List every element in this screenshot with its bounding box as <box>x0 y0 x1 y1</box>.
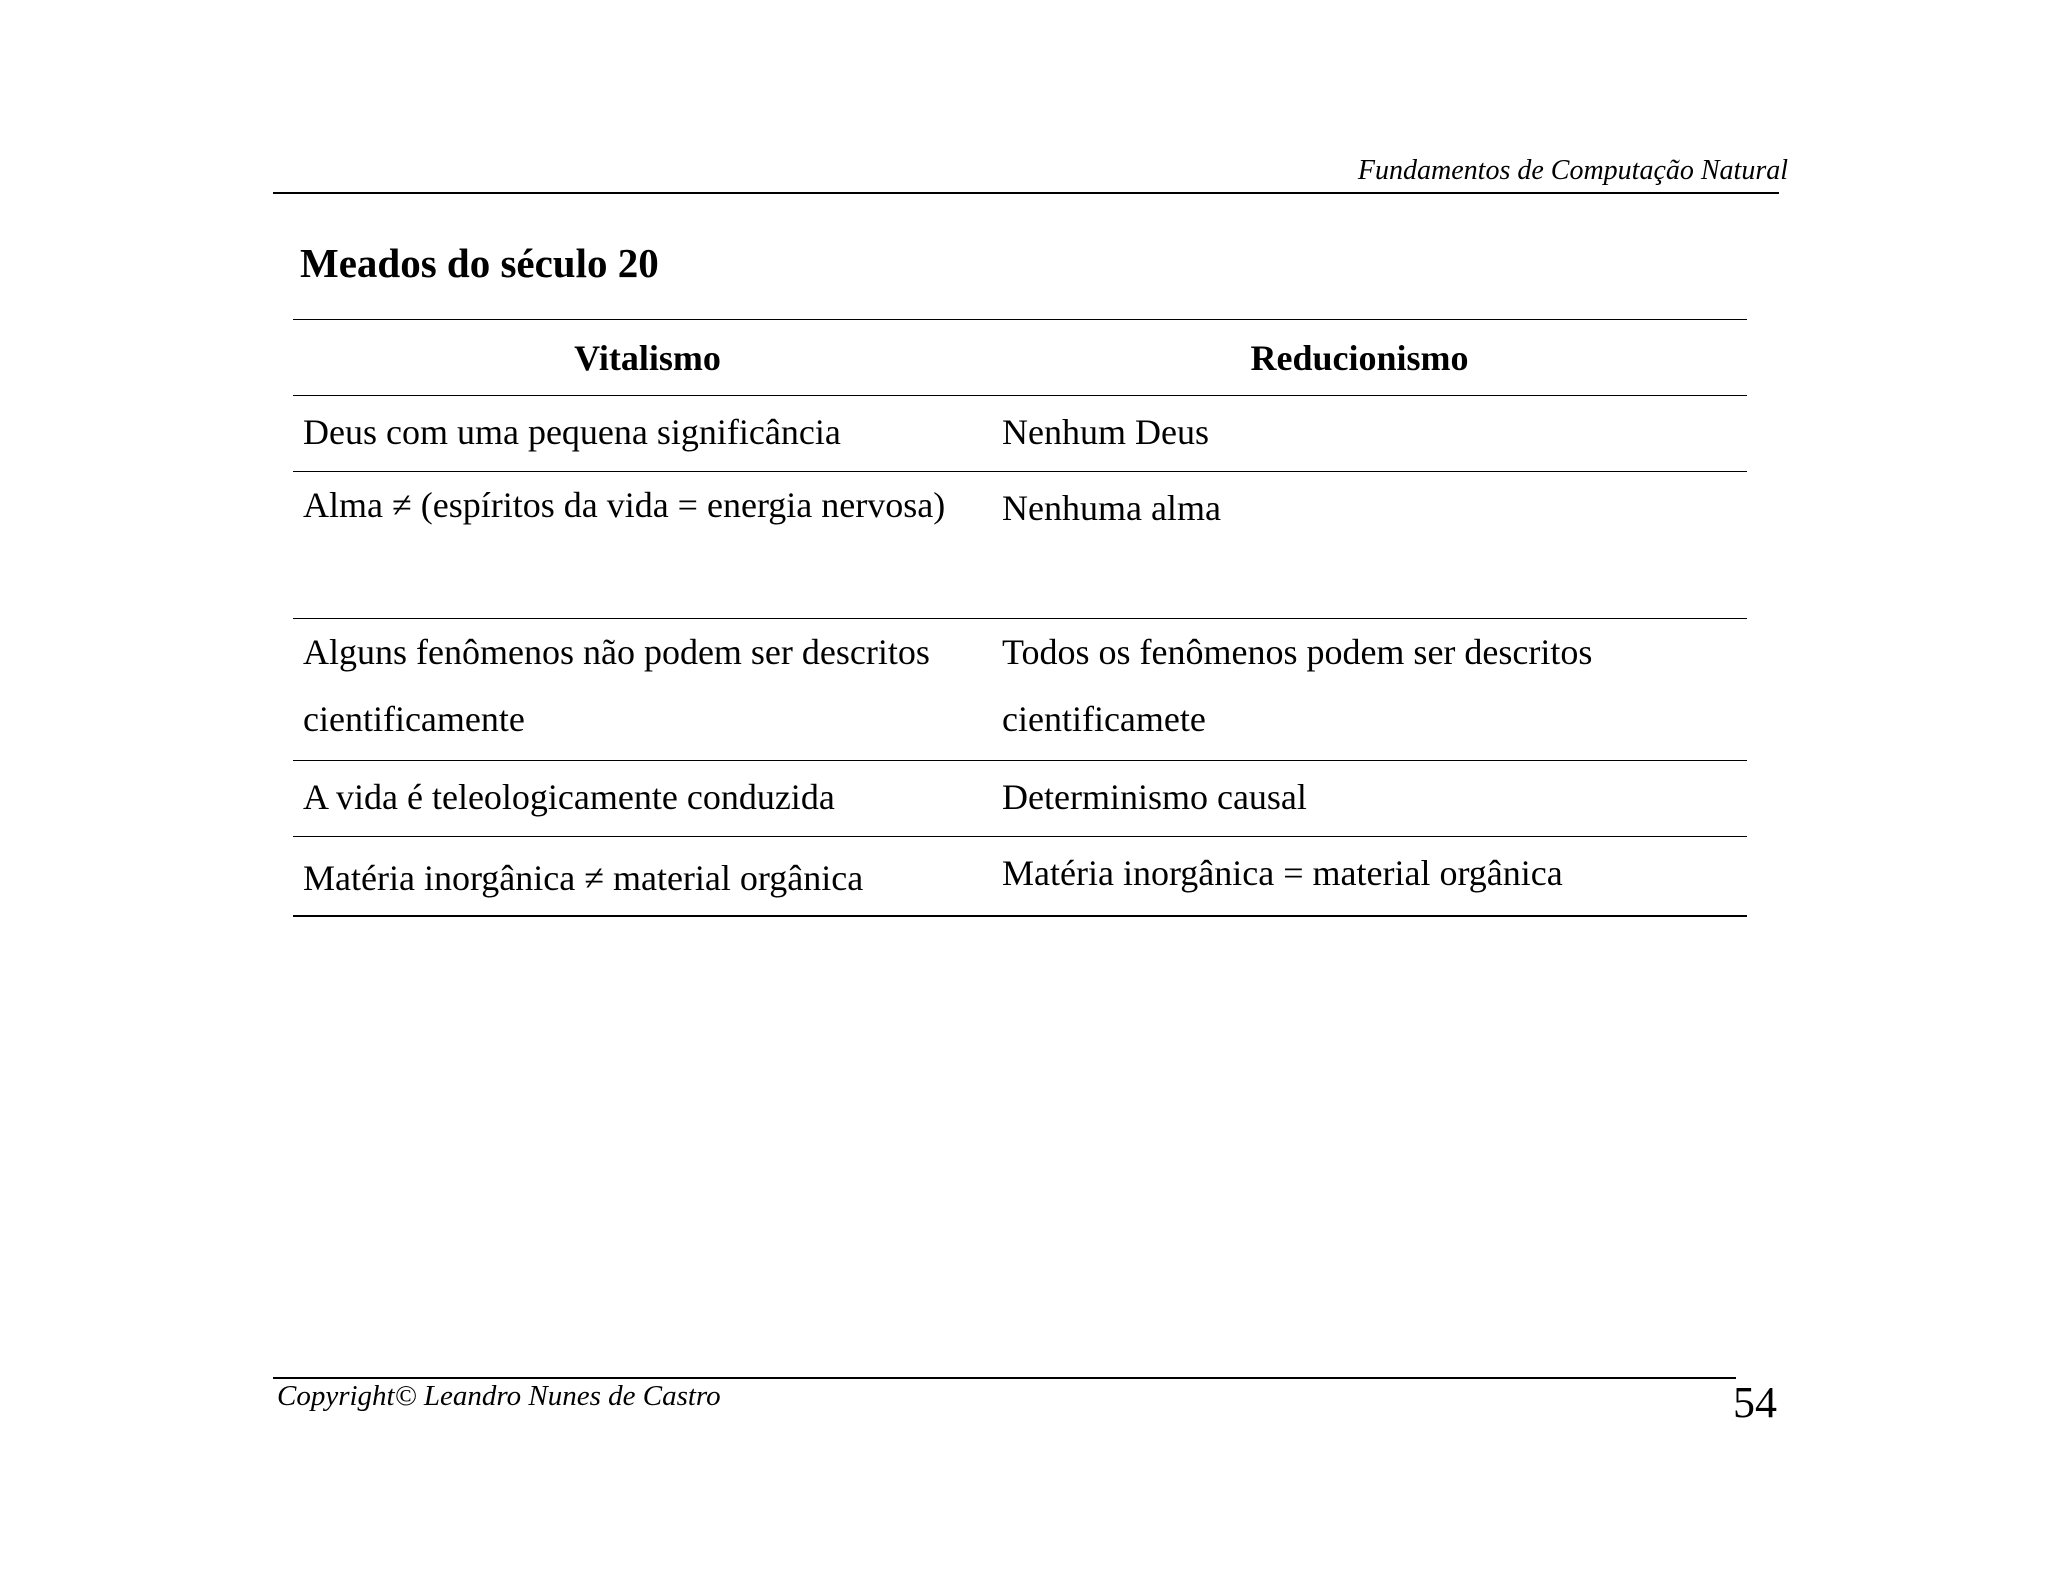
header-rule <box>273 192 1779 194</box>
section-title: Meados do século 20 <box>300 240 659 286</box>
table-cell: Matéria inorgânica ≠ material orgânica <box>303 858 864 898</box>
table-header-row <box>293 320 1747 396</box>
table-cell: Determinismo causal <box>1002 777 1307 817</box>
table-cell: Alguns fenômenos não podem ser descritos cientificamente <box>303 632 930 739</box>
running-header: Fundamentos de Computação Natural <box>1357 155 1788 186</box>
table-cell: Nenhum Deus <box>1002 412 1209 452</box>
table-row <box>293 760 1747 836</box>
page-number: 54 <box>1733 1378 1777 1427</box>
footer-rule <box>273 1377 1736 1379</box>
table-cell: Alma ≠ (espíritos da vida = energia nervosa) <box>303 485 946 525</box>
table-cell: Nenhuma alma <box>1002 488 1221 528</box>
table-cell: A vida é teleologicamente conduzida <box>303 777 835 817</box>
table-cell: Todos os fenômenos podem ser descritos cientificamete <box>1002 632 1593 739</box>
table-row <box>293 836 1747 915</box>
column-header-vitalismo: Vitalismo <box>574 337 721 378</box>
column-header-reducionismo: Reducionismo <box>1250 337 1469 378</box>
table-cell: Deus com uma pequena significância <box>303 412 841 452</box>
comparison-table <box>293 319 1747 917</box>
table-row <box>293 471 1747 618</box>
table-row <box>293 618 1747 760</box>
table-cell: Matéria inorgânica = material orgânica <box>1002 853 1563 893</box>
table-row <box>293 396 1747 471</box>
copyright-footer: Copyright© Leandro Nunes de Castro <box>277 1380 721 1412</box>
